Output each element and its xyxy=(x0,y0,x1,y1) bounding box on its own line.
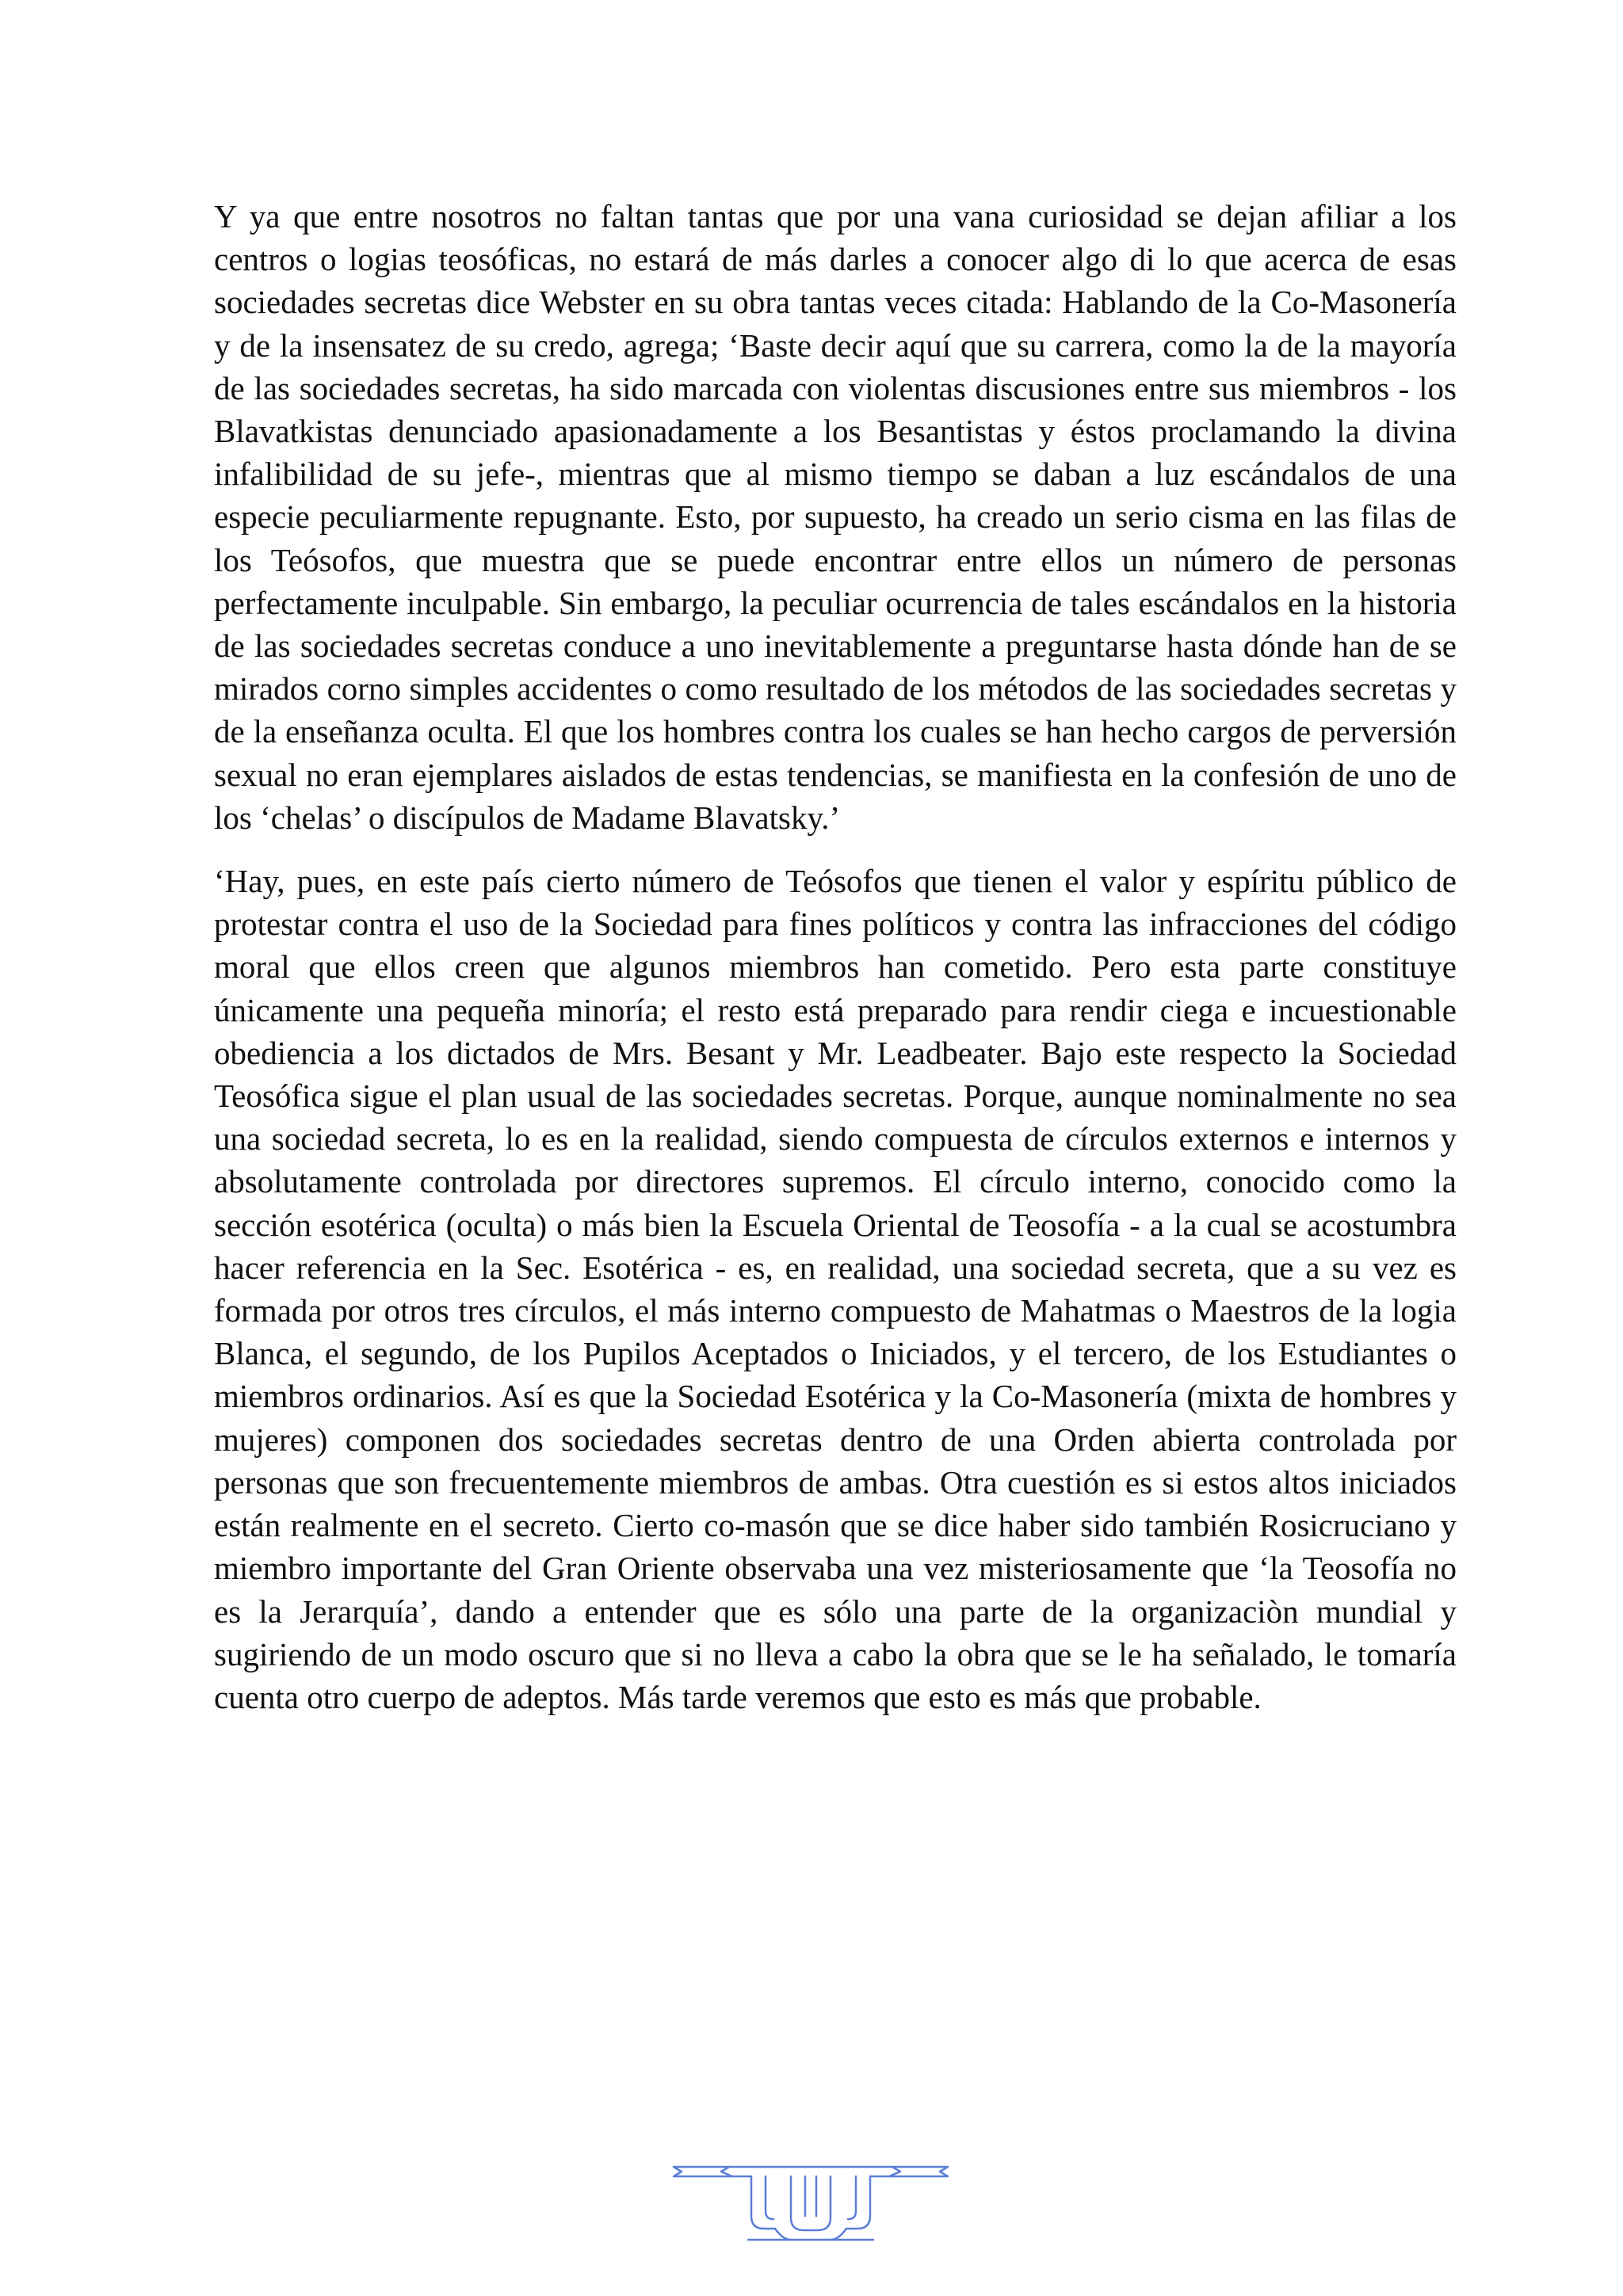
decorative-scroll-ornament-icon xyxy=(672,2161,949,2248)
body-text xyxy=(214,195,1457,1718)
paragraph-2: ‘Hay, pues, en este país cierto número de Teósofos que tienen el valor y espíritu público de protestar contra el uso de la Sociedad para fines políticos y contra las infracciones del código moral que ellos creen que algunos miembros han cometido. Pero esta parte constituye únicamente una pequeña minoría; el resto está preparado para rendir ciega e incuestionable obediencia a los dictados de Mrs. Besant y Mr. Leadbeater. Bajo este respecto la Sociedad Teosófica sigue el plan usual de las sociedades secretas. Porque, aunque nominalmente no sea una sociedad secreta, lo es en la realidad, siendo compuesta de círculos externos e internos y absolutamente controlada por directores supremos. El círculo interno, conocido como la sección esotérica (oculta) o más bien la Escuela Oriental de Teosofía - a la cual se acostumbra hacer referencia en la Sec. Esotérica - es, en realidad, una sociedad secreta, que a su vez es formada por otros tres círculos, el más interno compuesto de Mahatmas o Maestros de la logia Blanca, el segundo, de los Pupilos Aceptados o Iniciados, y el tercero, de los Estudiantes o miembros ordinarios. Así es que la Sociedad Esotérica y la Co-Masonería (mixta de hombres y mujeres) componen dos sociedades secretas dentro de una Orden abierta controlada por personas que son frecuentemente miembros de ambas. Otra cuestión es si estos altos iniciados están realmente en el secreto. Cierto co-masón que se dice haber sido también Rosicruciano y miembro importante del Gran Oriente observaba una vez misteriosamente que ‘la Teosofía no es la Jerarquía’, dando a entender que es sólo una parte de la organizaciòn mundial y sugiriendo de un modo oscuro que si no lleva a cabo la obra que se le ha señalado, le tomaría cuenta otro cuerpo de adeptos. Más tarde veremos que esto es más que probable. xyxy=(214,863,1457,1715)
paragraph-1: Y ya que entre nosotros no faltan tantas que por una vana curiosidad se dejan afiliar a los centros o logias teosóficas, no estará de más darles a conocer algo di lo que acerca de esas sociedades secretas dice Webster en su obra tantas veces citada: Hablando de la Co-Masonería y de la insensatez de su credo, agrega; ‘Baste decir aquí que su carrera, como la de la mayoría de las sociedades secretas, ha sido marcada con violentas discusiones entre sus miembros - los Blavatkistas denunciado apasionadamente a los Besantistas y éstos proclamando la divina infalibilidad de su jefe-, mientras que al mismo tiempo se daban a luz escándalos de una especie peculiarmente repugnante. Esto, por supuesto, ha creado un serio cisma en las filas de los Teósofos, que muestra que se puede encontrar entre ellos un número de personas perfectamente inculpable. Sin embargo, la peculiar ocurrencia de tales escándalos en la historia de las sociedades secretas conduce a uno inevitablemente a preguntarse hasta dónde han de se mirados corno simples accidentes o como resultado de los métodos de las sociedades secretas y de la enseñanza oculta. El que los hombres contra los cuales se han hecho cargos de perversión sexual no eran ejemplares aislados de estas tendencias, se manifiesta en la confesión de uno de los ‘chelas’ o discípulos de Madame Blavatsky.’ xyxy=(214,198,1457,836)
